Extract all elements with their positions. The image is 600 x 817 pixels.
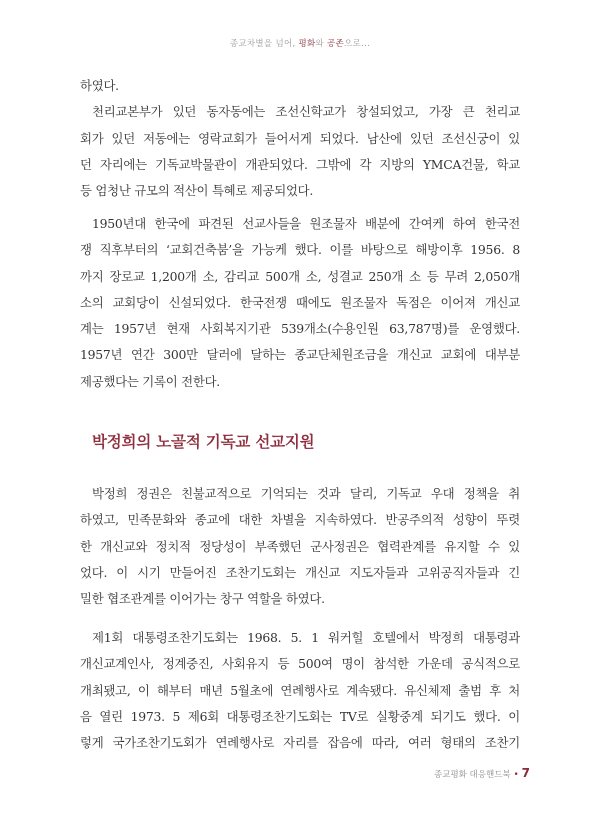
header-text-after: 으로... bbox=[344, 39, 371, 49]
footer-separator: • bbox=[513, 770, 519, 780]
paragraph-line: 계는 1957년 현재 사회복지기관 539개소(수용인원 63,787명)를 운영했다. bbox=[80, 321, 520, 337]
header-highlight-coexistence: 공존 bbox=[327, 39, 345, 49]
paragraph-line: 등 엄청난 규모의 적산이 특혜로 제공되었다. bbox=[80, 183, 314, 199]
paragraph-line: 개최됐고, 이 해부터 매년 5월초에 연례행사로 계속됐다. 유신체제 출범 후 처 bbox=[80, 682, 520, 698]
paragraph-line: 렇게 국가조찬기도회가 연례행사로 자리를 잡음에 따라, 여러 형태의 조찬기 bbox=[80, 735, 520, 751]
header-text-before: 종교차별을 넘어, bbox=[229, 39, 299, 49]
paragraph-line: 천리교본부가 있던 동자동에는 조선신학교가 창설되었고, 가장 큰 천리교 bbox=[92, 104, 520, 120]
paragraph-line: 1950년대 한국에 파견된 선교사들을 원조물자 배분에 간여케 하여 한국전 bbox=[92, 216, 520, 231]
paragraph-1 bbox=[80, 73, 520, 204]
section-title: 박정희의 노골적 기독교 선교지원 bbox=[92, 433, 315, 451]
running-header bbox=[0, 37, 600, 49]
paragraph-line: 소의 교회당이 신설되었다. 한국전쟁 때에도 원조물자 독점은 이어져 개신교 bbox=[80, 294, 520, 310]
paragraph-3 bbox=[80, 481, 520, 612]
paragraph-line: 1957년 연간 300만 달러에 달하는 종교단체원조금을 개신교 교회에 대부분 bbox=[80, 347, 520, 363]
paragraph-line: 음 열린 1973. 5 제6회 대통령조찬기도회는 TV로 실황중계 되기도 했다. 이 bbox=[80, 708, 520, 724]
paragraph-line: 제1회 대통령조찬기도회는 1968. 5. 1 워커힐 호텔에서 박정희 대통령과 bbox=[92, 630, 520, 645]
paragraph-line: 밀한 협조관계를 이어가는 창구 역할을 하였다. bbox=[80, 591, 325, 607]
header-highlight-peace: 평화 bbox=[298, 39, 316, 49]
paragraph-line: 하였고, 민족문화와 종교에 대한 차별을 지속하였다. 반공주의적 성향이 뚜렷 bbox=[80, 512, 520, 528]
footer-label: 종교평화 대응핸드북 bbox=[434, 770, 511, 780]
paragraph-line: 박정희 정권은 친불교적으로 기억되는 것과 달리, 기독교 우대 정책을 취 bbox=[92, 486, 520, 501]
page-number: 7 bbox=[521, 766, 530, 780]
paragraph-line: 까지 장로교 1,200개 소, 감리교 500개 소, 성결교 250개 소 등 무려 2,050개 bbox=[80, 268, 520, 284]
paragraph-line: 하였다. bbox=[80, 78, 119, 93]
paragraph-line: 던 자리에는 기독교박물관이 개관되었다. 그밖에 각 지방의 YMCA건물, 학교 bbox=[80, 156, 520, 172]
paragraph-line: 쟁 직후부터의 ‘교회건축붐’을 가능케 했다. 이를 바탕으로 해방이후 1956. 8 bbox=[80, 242, 520, 258]
paragraph-line: 었다. 이 시기 만들어진 조찬기도회는 개신교 지도자들과 고위공직자들과 긴 bbox=[80, 564, 520, 580]
paragraph-4 bbox=[80, 625, 520, 756]
paragraph-line: 제공했다는 기록이 전한다. bbox=[80, 373, 220, 389]
paragraph-line: 개신교계인사, 정계중진, 사회유지 등 500여 명이 참석한 가운데 공식적으로 bbox=[80, 656, 520, 672]
paragraph-2 bbox=[80, 211, 520, 395]
page-footer bbox=[434, 766, 530, 780]
paragraph-line: 한 개신교와 정치적 정당성이 부족했던 군사정권은 협력관계를 유지할 수 있 bbox=[80, 538, 520, 554]
paragraph-line: 회가 있던 저동에는 영락교회가 들어서게 되었다. 남산에 있던 조선신궁이 있 bbox=[80, 130, 520, 146]
header-text-middle: 와 bbox=[315, 39, 328, 49]
